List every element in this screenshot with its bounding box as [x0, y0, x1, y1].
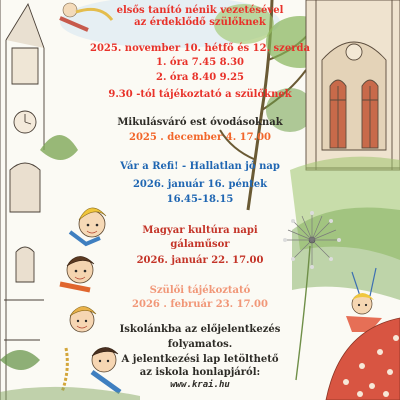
event1-lesson-2: 2. óra 8.40 9.25	[155, 72, 244, 83]
event4-title-2: gálaműsor	[170, 239, 230, 250]
event4-title-1: Magyar kultúra napi	[142, 225, 258, 236]
event1-date: 2025. november 10. hétfő és 12. szerda	[90, 43, 310, 54]
event3-title: Vár a Refi! - Hallatlan jó nap	[120, 161, 280, 172]
event5-date: 2026 . február 23. 17.00	[132, 299, 268, 310]
event3-time: 16.45-18.15	[166, 194, 234, 205]
event2-date: 2025 . december 4. 17.00	[128, 132, 271, 143]
church-tower	[0, 0, 44, 400]
intro-line-2: az érdeklődő szülőknek	[134, 17, 266, 28]
event1-lesson-1: 1. óra 7.45 8.30	[155, 57, 244, 68]
closing-line-3: A jelentkezési lap letölthető	[121, 354, 279, 365]
event5-title: Szülői tájékoztató	[149, 285, 251, 296]
event2-title: Mikulásváró est óvodásoknak	[117, 117, 283, 128]
intro-line-1: elsős tanító nénik vezetésével	[116, 5, 284, 16]
closing-line-4: az iskola honlapjáról:	[139, 367, 261, 378]
website-link[interactable]: www.krai.hu	[170, 380, 230, 390]
event3-date: 2026. január 16. péntek	[132, 179, 268, 190]
event4-date: 2026. január 22. 17.00	[136, 255, 264, 266]
event1-info: 9.30 -tól tájékoztató a szülőknek	[108, 89, 292, 100]
closing-line-1: Iskolánkba az előjelentkezés	[119, 324, 281, 335]
closing-line-2: folyamatos.	[167, 339, 233, 350]
